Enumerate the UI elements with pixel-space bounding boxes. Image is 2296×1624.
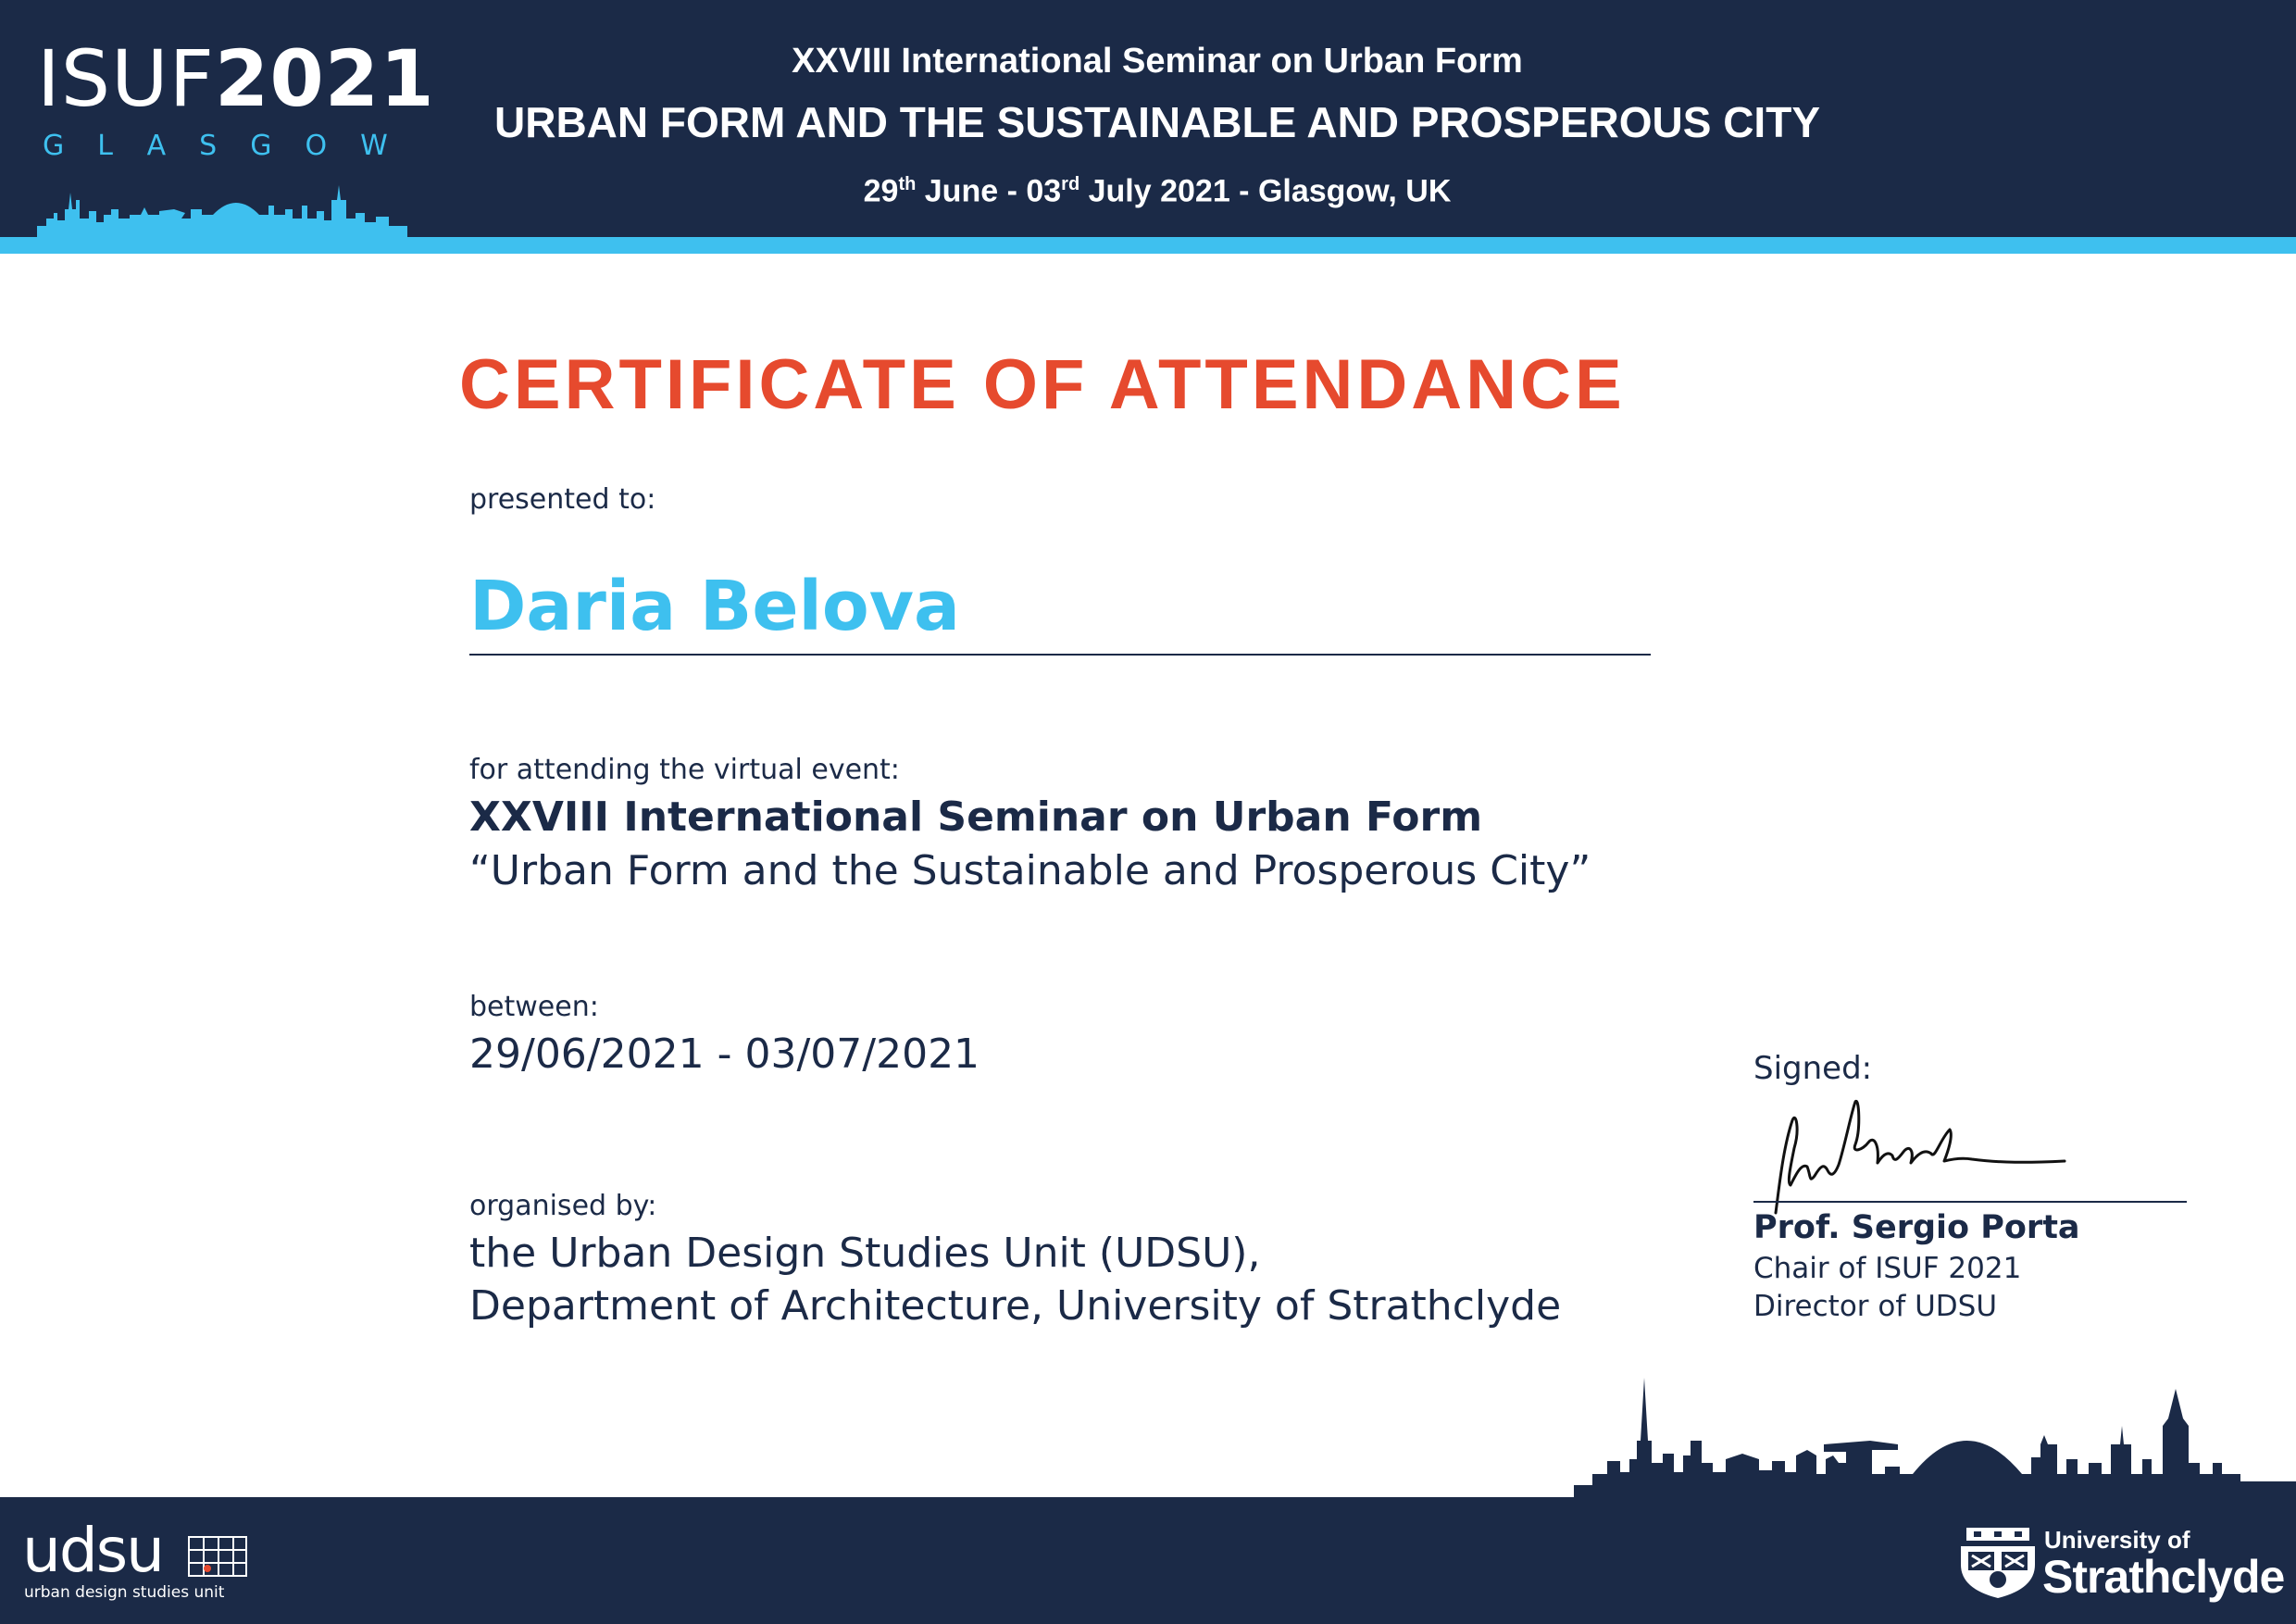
certificate-title: CERTIFICATE OF ATTENDANCE — [459, 345, 1626, 424]
signature-icon — [1759, 1074, 2083, 1222]
event-theme: “Urban Form and the Sustainable and Prosperous City” — [469, 847, 1591, 894]
logo-city: GLASGOW — [43, 130, 421, 162]
attending-label: for attending the virtual event: — [469, 754, 900, 786]
logo-wordmark: ISUF2021 — [37, 33, 435, 124]
event-dates: 29/06/2021 - 03/07/2021 — [469, 1031, 980, 1078]
signed-label: Signed: — [1753, 1050, 1873, 1087]
university-crest-icon — [1959, 1522, 2037, 1600]
grid-map-icon — [187, 1535, 248, 1578]
header-text — [426, 37, 1889, 214]
isuf-logo — [37, 33, 435, 241]
header-dates: 29th June - 03rd July 2021 - Glasgow, UK — [863, 173, 1452, 209]
udsu-logo — [22, 1515, 244, 1611]
organiser-line-1: the Urban Design Studies Unit (UDSU), — [469, 1230, 1261, 1277]
name-underline — [469, 654, 1651, 656]
event-name: XXVIII International Seminar on Urban Form — [469, 793, 1483, 841]
between-label: between: — [469, 991, 599, 1023]
organiser-line-2: Department of Architecture, University of Strathclyde — [469, 1282, 1562, 1330]
udsu-wordmark: udsu — [22, 1515, 163, 1586]
presented-label: presented to: — [469, 483, 656, 516]
strathclyde-logo — [1959, 1518, 2285, 1611]
recipient-name: Daria Belova — [469, 567, 960, 646]
signature-line — [1753, 1201, 2187, 1203]
organised-label: organised by: — [469, 1190, 657, 1222]
footer-band — [0, 1497, 2296, 1624]
footer-skyline-icon — [1574, 1370, 2296, 1500]
strath-university-of: University of — [2044, 1526, 2190, 1554]
signatory-role-2: Director of UDSU — [1753, 1290, 1998, 1323]
logo-skyline-icon — [37, 172, 407, 237]
signatory-name: Prof. Sergio Porta — [1753, 1209, 2080, 1246]
header-theme: URBAN FORM AND THE SUSTAINABLE AND PROSPEROUS CITY — [494, 98, 1820, 146]
header-seminar: XXVIII International Seminar on Urban Form — [792, 42, 1523, 81]
strath-name: Strathclyde — [2042, 1551, 2285, 1603]
signatory-role-1: Chair of ISUF 2021 — [1753, 1252, 2022, 1285]
udsu-tagline: urban design studies unit — [24, 1583, 225, 1602]
